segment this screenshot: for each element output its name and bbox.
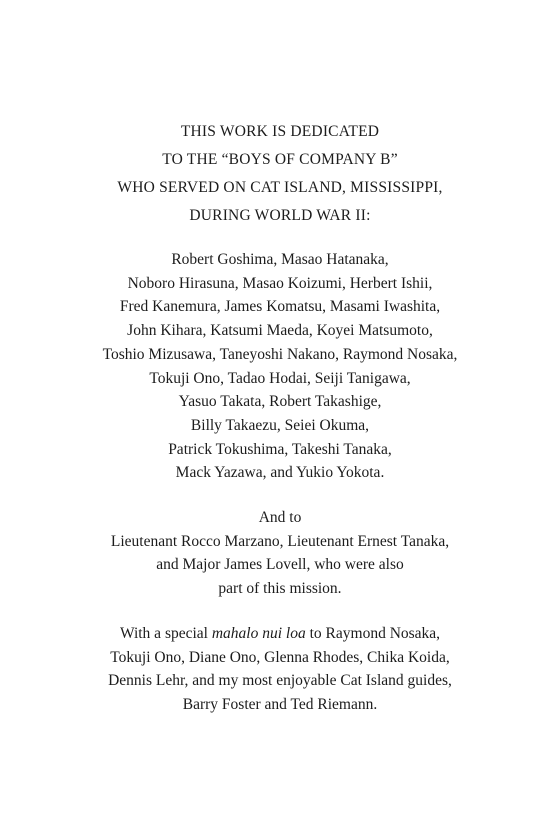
officers-line: and Major James Lovell, who were also bbox=[156, 556, 404, 574]
names-line: Patrick Tokushima, Takeshi Tanaka, bbox=[168, 440, 392, 458]
names-line: Fred Kanemura, James Komatsu, Masami Iwashita, bbox=[119, 298, 441, 316]
thanks-suffix: to Raymond Nosaka, bbox=[305, 625, 441, 643]
names-line: Tokuji Ono, Tadao Hodai, Seiji Tanigawa, bbox=[149, 369, 411, 387]
names-line: Mack Yazawa, and Yukio Yokota. bbox=[175, 464, 385, 482]
heading-line: DURING WORLD WAR II: bbox=[189, 207, 371, 224]
names-line: Robert Goshima, Masao Hatanaka, bbox=[171, 251, 389, 268]
names-line: Billy Takaezu, Seiei Okuma, bbox=[190, 416, 370, 434]
thanks-line: Tokuji Ono, Diane Ono, Glenna Rhodes, Chika Koida, bbox=[110, 648, 450, 666]
mahalo-phrase: mahalo nui loa bbox=[211, 625, 306, 643]
dedication-heading bbox=[0, 118, 560, 230]
thanks-line: Barry Foster and Ted Riemann. bbox=[182, 695, 378, 713]
names-line: Yasuo Takata, Robert Takashige, bbox=[178, 393, 382, 411]
thanks-line bbox=[0, 622, 560, 646]
thanks-prefix: With a special bbox=[119, 625, 212, 643]
thanks-line: Dennis Lehr, and my most enjoyable Cat Island guides, bbox=[108, 672, 452, 690]
heading-line: THIS WORK IS DEDICATED bbox=[180, 123, 380, 140]
officers-section bbox=[0, 506, 560, 600]
officers-line: Lieutenant Rocco Marzano, Lieutenant Ernest Tanaka, bbox=[110, 532, 450, 550]
names-line: John Kihara, Katsumi Maeda, Koyei Matsumoto, bbox=[127, 322, 433, 340]
heading-line: TO THE “BOYS OF COMPANY B” bbox=[162, 151, 398, 168]
company-b-names bbox=[0, 248, 560, 485]
officers-line: part of this mission. bbox=[218, 579, 342, 597]
names-line: Noboro Hirasuna, Masao Koizumi, Herbert Ishii, bbox=[127, 274, 433, 292]
officers-intro: And to bbox=[258, 509, 302, 527]
acknowledgement-section bbox=[0, 622, 560, 716]
heading-line: WHO SERVED ON CAT ISLAND, MISSISSIPPI, bbox=[117, 179, 443, 196]
names-line: Toshio Mizusawa, Taneyoshi Nakano, Raymond Nosaka, bbox=[102, 345, 458, 363]
